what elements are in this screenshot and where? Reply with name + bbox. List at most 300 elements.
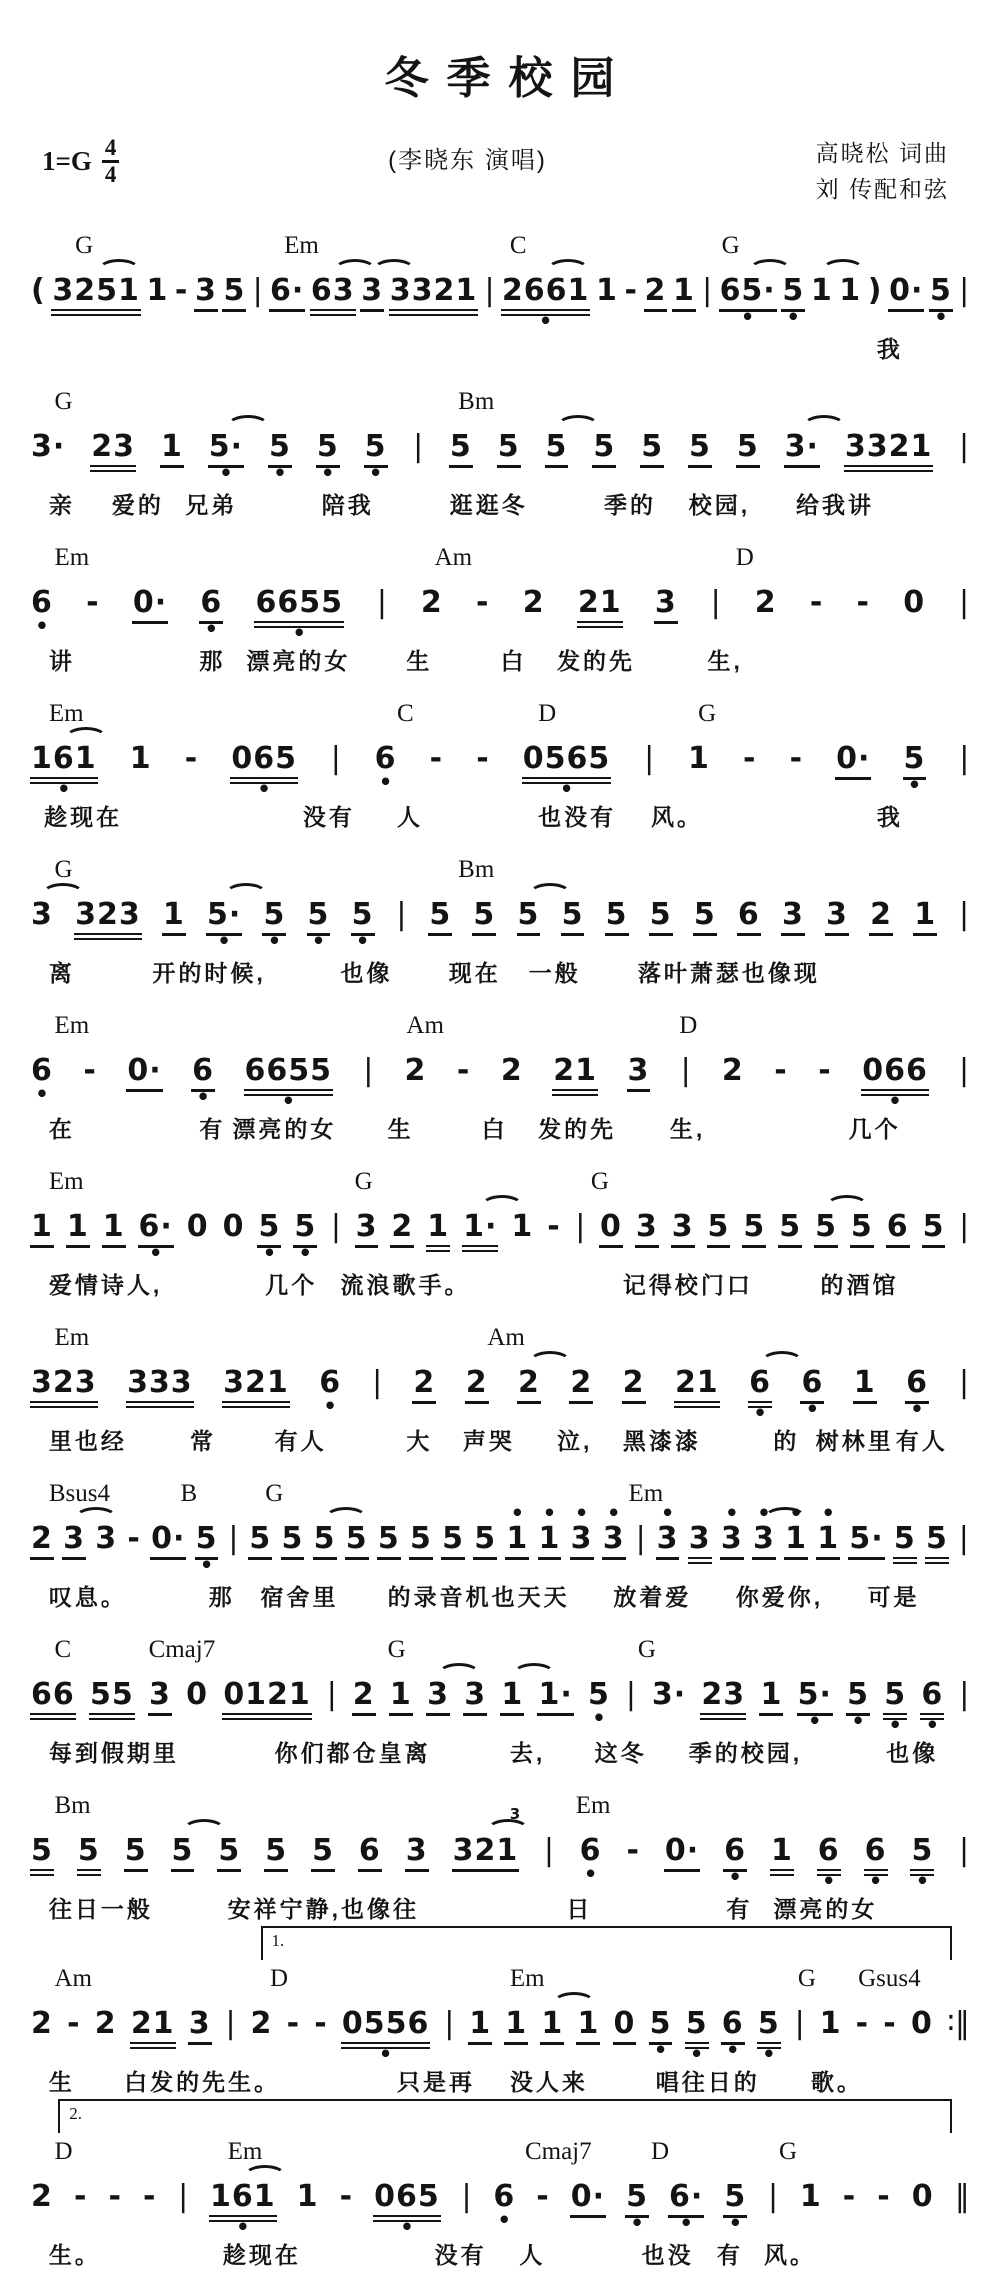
note-value: 5 — [922, 1209, 946, 1248]
note-token — [222, 1664, 312, 1733]
chord-symbol: G — [387, 1636, 406, 1664]
note-value: | — [252, 273, 263, 309]
note-token — [475, 572, 490, 634]
chord-symbol: Am — [434, 544, 473, 572]
lyrics-row — [30, 646, 971, 676]
lyrics-row — [30, 1894, 971, 1924]
note-value: 23 — [90, 429, 136, 472]
note-value: | — [958, 1521, 969, 1557]
high-octave-dot: • — [789, 1501, 803, 1526]
note-token — [281, 1508, 305, 1573]
note-value: 6 — [579, 1833, 602, 1869]
note-value: 5 — [685, 2006, 709, 2049]
note-value: 5 — [345, 1521, 369, 1560]
notes-row — [30, 1993, 971, 2067]
note-value: | — [680, 1053, 691, 1089]
note-value: 1· — [537, 1677, 573, 1716]
lyric-segment: 发的先 — [538, 1116, 617, 1143]
low-octave-dot: • — [583, 1862, 598, 1887]
note-token — [838, 260, 862, 322]
barline — [460, 2166, 473, 2228]
note-value: 5 — [723, 2179, 747, 2218]
note-token — [910, 1820, 934, 1894]
lyric-segment: 一般 — [528, 960, 581, 987]
volta-label: 2. — [69, 2104, 82, 2124]
note-value: | — [178, 2179, 189, 2215]
note-value: 6655 — [244, 1053, 334, 1096]
note-value: 5· — [797, 1677, 833, 1716]
note-token — [194, 260, 218, 325]
lyric-segment: 有人 — [895, 1428, 948, 1455]
chord-symbol: Em — [54, 1012, 90, 1040]
note-token — [522, 728, 612, 802]
note-token — [759, 1664, 783, 1729]
note-token — [405, 1820, 429, 1885]
note-token — [254, 572, 344, 646]
note-value: 0 — [186, 1677, 209, 1713]
note-token — [538, 1501, 562, 1573]
note-token — [605, 884, 629, 949]
lyric-segment: 放着爱 — [613, 1584, 692, 1611]
note-value: 1 — [511, 1209, 534, 1245]
note-token — [138, 1196, 174, 1266]
high-octave-dot: • — [542, 1501, 557, 1526]
note-token — [522, 572, 546, 634]
note-value: 3 — [825, 897, 849, 936]
barline — [362, 1040, 375, 1102]
barline — [411, 416, 424, 478]
barline — [251, 260, 264, 322]
high-octave-dot: • — [821, 1501, 835, 1526]
note-token — [90, 416, 136, 485]
note-value: - — [809, 585, 824, 621]
lyric-segment: 季的 — [604, 492, 656, 519]
note-value: 6 — [737, 897, 761, 936]
note-token — [244, 1040, 334, 1114]
note-value: 6 — [31, 1053, 53, 1089]
note-value: 5 — [124, 1833, 148, 1872]
note-value: 21 — [130, 2006, 176, 2049]
lyric-segment: 那 — [199, 648, 226, 675]
chord-row — [30, 2137, 971, 2166]
note-value: - — [818, 1053, 832, 1089]
note-token — [781, 884, 805, 949]
low-octave-dot: • — [910, 1397, 924, 1422]
slur-arc — [244, 2165, 286, 2186]
low-octave-dot: • — [740, 305, 755, 330]
note-value: 6 — [319, 1365, 342, 1401]
note-value: 1 — [500, 1677, 524, 1716]
note-value: 5 — [883, 1677, 907, 1720]
high-octave-dot: • — [574, 1501, 589, 1526]
note-value: | — [326, 1677, 337, 1713]
note-token — [409, 1508, 433, 1573]
chord-row — [30, 387, 971, 416]
note-value: 0· — [664, 1833, 700, 1872]
lyric-segment: 季的校园, — [688, 1740, 803, 1767]
note-token — [817, 1820, 841, 1894]
note-value: 5 — [850, 1209, 874, 1248]
note-value: | — [959, 1053, 970, 1089]
note-token — [426, 1664, 450, 1729]
lyric-segment: 往日一般 — [48, 1896, 153, 1923]
low-octave-dot: • — [267, 929, 282, 954]
note-token — [685, 1993, 709, 2067]
note-value: 1 — [505, 1521, 529, 1560]
note-token — [132, 572, 168, 637]
note-token — [649, 884, 673, 949]
note-value: 5 — [377, 1521, 401, 1560]
note-token — [377, 1508, 401, 1573]
lyric-segment: 我 — [876, 804, 903, 831]
note-token — [622, 1352, 646, 1417]
note-value: 55 — [89, 1677, 135, 1720]
note-token — [719, 260, 777, 330]
barline — [375, 572, 388, 634]
note-value: | — [794, 2006, 805, 2042]
note-token — [160, 416, 184, 481]
chord-symbol: Em — [628, 1480, 664, 1508]
note-value: | — [330, 741, 341, 777]
note-token — [817, 1040, 832, 1102]
note-token — [846, 1664, 870, 1734]
note-value: 3 — [781, 897, 805, 936]
note-value: | — [958, 1833, 970, 1869]
note-token — [905, 1352, 929, 1422]
low-octave-dot: • — [689, 2042, 704, 2067]
chord-symbol: G — [590, 1168, 609, 1196]
barline — [634, 1508, 647, 1570]
lyrics-row — [30, 490, 971, 520]
note-value: 6 — [721, 2006, 745, 2045]
note-token — [420, 572, 444, 634]
chord-row — [30, 1635, 971, 1664]
note-token — [30, 728, 98, 802]
lyric-segment: 也没 — [641, 2242, 694, 2269]
note-value: 3 — [635, 1209, 659, 1248]
note-token — [77, 1820, 101, 1889]
note-value: 1 — [839, 273, 862, 309]
note-value: - — [624, 273, 638, 309]
lyric-segment: 风。 — [651, 804, 704, 831]
note-token — [545, 416, 569, 481]
note-value: 5 — [814, 1209, 838, 1248]
lyric-segment: 白 — [481, 1116, 508, 1143]
credit-chord-arrangement: 刘 传配和弦 — [815, 175, 949, 202]
note-token — [222, 1196, 246, 1258]
lyric-segment: 白发的先生。 — [124, 2069, 281, 2096]
note-token — [721, 1040, 745, 1102]
note-value: 2 — [31, 2006, 53, 2042]
note-token — [129, 728, 153, 790]
note-token — [316, 416, 340, 486]
chord-symbol: Cmaj7 — [148, 1636, 216, 1664]
note-value: 3321 — [844, 429, 934, 472]
note-token — [748, 1352, 772, 1426]
barline — [395, 884, 408, 946]
note-value: 2 — [94, 2006, 117, 2042]
note-value: | — [543, 1833, 554, 1869]
note-value: 2 — [250, 2006, 273, 2042]
note-value: 5 — [293, 1209, 317, 1248]
low-octave-dot: • — [199, 1553, 214, 1578]
chord-symbol: Bsus4 — [48, 1480, 110, 1508]
note-value: 5 — [640, 429, 664, 468]
low-octave-dot: • — [311, 929, 326, 954]
note-value: ∶‖ — [947, 2006, 970, 2042]
note-value: 6 — [800, 1365, 824, 1404]
note-value: 5 — [625, 2179, 649, 2218]
chord-row — [30, 1011, 971, 1040]
note-value: - — [174, 273, 189, 309]
note-token — [429, 728, 444, 790]
note-value: - — [184, 741, 199, 777]
note-token — [797, 1664, 833, 1734]
note-value: | — [376, 585, 387, 621]
lyric-segment: 生, — [707, 648, 743, 675]
chord-symbol: D — [735, 544, 754, 572]
note-value: 0 — [222, 1209, 245, 1245]
note-token — [130, 1993, 176, 2062]
note-value: 1 — [426, 1209, 450, 1252]
note-value: 63 — [310, 273, 356, 316]
note-value: 321 — [222, 1365, 290, 1408]
note-value: 5 — [311, 1833, 335, 1872]
note-token — [500, 1664, 524, 1729]
low-octave-dot: • — [196, 1085, 210, 1110]
chord-row — [30, 543, 971, 572]
note-value: - — [856, 585, 870, 621]
note-value: 1 — [146, 273, 169, 309]
note-value: - — [67, 2006, 81, 2042]
lyric-segment: 逛逛冬 — [449, 492, 528, 519]
note-token — [784, 416, 820, 481]
note-token — [30, 884, 54, 946]
chord-symbol: G — [75, 232, 94, 260]
note-value: 3 — [355, 1209, 379, 1248]
note-value: 5 — [778, 1209, 802, 1248]
note-value: 5 — [649, 2006, 673, 2045]
chord-row — [30, 699, 971, 728]
notation-systems — [0, 207, 999, 2270]
note-value: 5 — [757, 2006, 781, 2049]
slur-arc — [225, 883, 267, 904]
notes-row — [30, 260, 971, 334]
note-value: 6 — [748, 1365, 772, 1408]
note-value: 5 — [262, 897, 286, 936]
note-value: 6655 — [254, 585, 344, 628]
note-token — [441, 1508, 465, 1573]
note-token — [389, 260, 479, 329]
chord-symbol: G — [54, 856, 73, 884]
note-token — [345, 1508, 369, 1573]
note-value: 1 — [296, 2179, 319, 2215]
note-token — [535, 2166, 550, 2228]
note-value: 5 — [222, 273, 246, 312]
lyric-segment: 发的先 — [556, 648, 635, 675]
note-token — [893, 1508, 917, 1577]
chord-symbol: D — [269, 1965, 289, 1993]
note-token — [107, 2166, 122, 2228]
chord-symbol: Em — [575, 1792, 611, 1820]
lyric-segment: 也没有 — [538, 804, 617, 831]
note-token — [883, 1664, 907, 1738]
note-value: 1 — [129, 741, 152, 777]
note-value: | — [959, 1209, 970, 1245]
note-token — [721, 1993, 745, 2063]
lyric-segment: 趁现在 — [222, 2242, 301, 2269]
note-value: 5 — [264, 1833, 288, 1872]
barline — [957, 1040, 970, 1102]
note-token — [51, 260, 141, 329]
note-value: - — [142, 2179, 157, 2215]
notes-row — [30, 1040, 971, 1114]
note-value: 1 — [810, 273, 833, 309]
note-value: 5 — [649, 897, 673, 936]
lyric-segment: 漂亮的女 — [232, 1116, 337, 1143]
note-value: 0121 — [222, 1677, 312, 1720]
lyric-segment: 现在 — [448, 960, 501, 987]
note-value: 1 — [816, 1521, 840, 1560]
note-token — [262, 884, 286, 954]
note-token — [465, 1352, 489, 1417]
note-value: 161 — [30, 741, 98, 784]
low-octave-dot: • — [753, 1401, 767, 1426]
note-token — [497, 416, 521, 481]
note-token — [810, 260, 834, 322]
slur-arc — [227, 415, 269, 436]
note-value: 5 — [605, 897, 629, 936]
note-token — [911, 2166, 935, 2228]
note-token — [188, 1993, 212, 2058]
note-value: 0 — [613, 2006, 637, 2045]
note-value: 1 — [672, 273, 696, 312]
note-token — [844, 416, 934, 485]
low-octave-dot: • — [219, 461, 233, 486]
chord-symbol: G — [637, 1636, 656, 1664]
note-token — [307, 884, 331, 954]
note-value: 333 — [126, 1365, 194, 1408]
lyric-segment: 泣, — [556, 1428, 593, 1455]
note-value: 5 — [497, 429, 521, 468]
note-value: 5 — [441, 1521, 465, 1560]
note-value: - — [742, 741, 757, 777]
chord-symbol: Am — [406, 1012, 444, 1040]
chord-row — [30, 1167, 971, 1196]
lyric-segment: 安祥宁静,也像往 — [227, 1896, 419, 1923]
note-value: - — [429, 741, 444, 777]
note-value: 2661 — [501, 273, 591, 316]
lyric-segment: 生, — [669, 1116, 706, 1143]
note-token — [517, 884, 541, 949]
low-octave-dot: • — [915, 1869, 930, 1894]
note-value: 2 — [500, 1053, 523, 1089]
note-value: 0· — [150, 1521, 186, 1560]
low-octave-dot: • — [888, 1089, 902, 1114]
note-token — [876, 2166, 891, 2228]
note-token — [30, 416, 66, 478]
low-octave-dot: • — [786, 305, 800, 330]
lyric-segment: 漂亮的女 — [246, 648, 351, 675]
lyric-segment: 给我讲 — [795, 492, 874, 519]
note-token — [737, 884, 761, 949]
low-octave-dot: • — [35, 614, 49, 639]
note-token — [404, 1040, 428, 1102]
note-value: 5 — [313, 1521, 337, 1560]
low-octave-dot: • — [497, 2208, 511, 2233]
note-value: 1 — [913, 897, 937, 936]
note-token — [30, 1352, 98, 1421]
lyric-segment: 人 — [396, 804, 423, 831]
lyric-segment: 趁现在 — [44, 804, 123, 831]
note-token — [126, 1040, 162, 1105]
note-value: | — [635, 1521, 646, 1557]
low-octave-dot: • — [762, 2042, 776, 2067]
note-token — [856, 572, 871, 634]
barline — [957, 416, 970, 478]
note-value: 5 — [268, 429, 292, 468]
note-value: 5· — [208, 429, 244, 468]
note-token — [341, 1993, 431, 2067]
chord-symbol: C — [396, 700, 414, 728]
note-value: - — [774, 1053, 788, 1089]
note-value: | — [959, 429, 970, 465]
note-value: 3 — [148, 1677, 172, 1716]
volta-bracket — [58, 2099, 952, 2133]
note-token — [126, 1352, 194, 1421]
chord-row — [30, 1791, 971, 1820]
note-token — [293, 1196, 317, 1266]
note-token — [754, 572, 778, 634]
notes-row — [30, 728, 971, 802]
lyric-segment: 离 — [48, 960, 75, 987]
note-token — [781, 260, 805, 330]
note-value: 0565 — [522, 741, 612, 784]
note-token — [672, 260, 696, 325]
note-token — [339, 2166, 354, 2228]
lyric-segment: 唱往日的 — [655, 2069, 760, 2096]
low-octave-dot: • — [35, 1082, 49, 1107]
note-value: 3 — [656, 1521, 680, 1560]
note-value: 2 — [754, 585, 777, 621]
note-value: 2 — [390, 1209, 414, 1248]
lyric-segment: 那 — [208, 1584, 235, 1611]
note-value: 2 — [465, 1365, 489, 1404]
note-token — [910, 1993, 934, 2055]
note-value: 5 — [257, 1209, 281, 1248]
note-value: 1 — [162, 897, 186, 936]
note-token — [625, 1820, 640, 1882]
note-token — [426, 1196, 450, 1265]
note-token — [364, 416, 388, 486]
note-token — [848, 1508, 884, 1573]
note-value: | — [958, 897, 970, 933]
slur-arc — [803, 415, 845, 436]
note-value: - — [83, 1053, 97, 1089]
chord-symbol: Bm — [458, 388, 495, 416]
note-token — [505, 1501, 529, 1573]
lyric-segment: 有 — [199, 1116, 226, 1143]
barline — [957, 1352, 970, 1414]
note-value: 5· — [848, 1521, 884, 1560]
note-value: | — [959, 273, 970, 309]
lyric-segment: 的酒馆 — [820, 1272, 899, 1299]
note-value: 3 — [95, 1521, 118, 1557]
system-line — [30, 1931, 971, 2097]
note-value: 5 — [428, 897, 452, 936]
chord-symbol: B — [180, 1480, 198, 1508]
barline — [954, 2166, 971, 2228]
